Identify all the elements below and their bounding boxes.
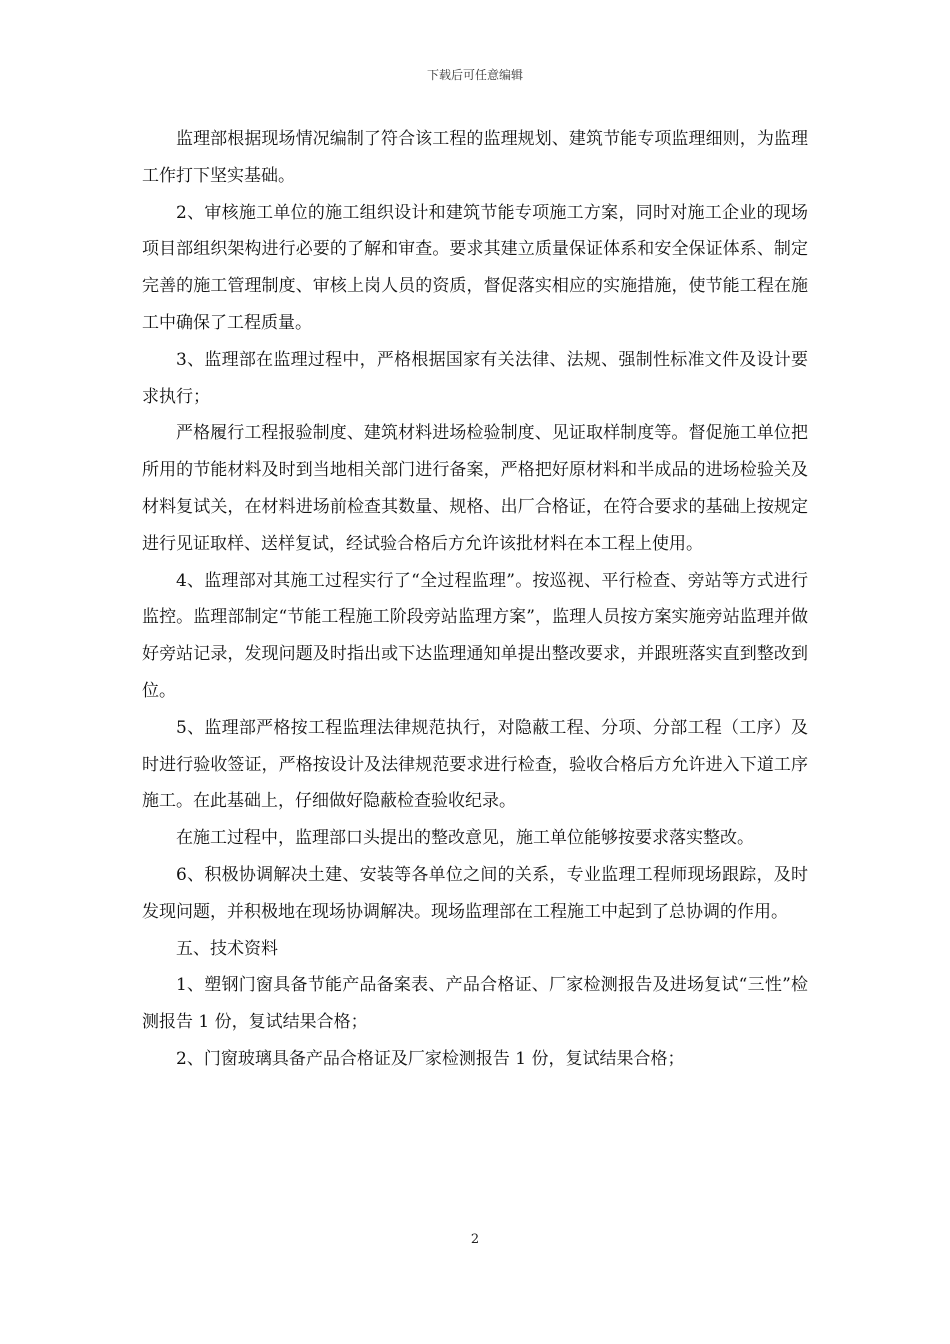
paragraph: 1、塑钢门窗具备节能产品备案表、产品合格证、厂家检测报告及进场复试“三性”检测报告 1 份，复试结果合格；: [142, 975, 808, 1033]
section-heading: 五、技术资料: [176, 938, 278, 959]
paragraph: 2、门窗玻璃具备产品合格证及厂家检测报告 1 份，复试结果合格；: [176, 1048, 685, 1069]
paragraph: 2、审核施工单位的施工组织设计和建筑节能专项施工方案，同时对施工企业的现场项目部组织架构进行必要的了解和审查。要求其建立质量保证体系和安全保证体系、制定完善的施工管理制度、审核上岗人员的资质，督促落实相应的实施措施，使节能工程在施工中确保了工程质量。: [142, 202, 808, 333]
page-header: 下载后可任意编辑: [426, 68, 523, 82]
paragraph: 5、监理部严格按工程监理法律规范执行，对隐蔽工程、分项、分部工程（工序）及时进行验收签证，严格按设计及法律规范要求进行检查，验收合格后方允许进入下道工序施工。在此基础上，仔细做好隐蔽检查验收纪录。: [142, 717, 808, 812]
paragraph: 严格履行工程报验制度、建筑材料进场检验制度、见证取样制度等。督促施工单位把所用的节能材料及时到当地相关部门进行备案，严格把好原材料和半成品的进场检验关及材料复试关，在材料进场前检查其数量、规格、出厂合格证，在符合要求的基础上按规定进行见证取样、送样复试，经试验合格后方允许该批材料在本工程上使用。: [142, 423, 808, 554]
paragraph: 4、监理部对其施工过程实行了“全过程监理”。按巡视、平行检查、旁站等方式进行监控。监理部制定“节能工程施工阶段旁站监理方案”，监理人员按方案实施旁站监理并做好旁站记录，发现问题及时指出或下达监理通知单提出整改要求，并跟班落实直到整改到位。: [142, 570, 808, 701]
paragraph: 监理部根据现场情况编制了符合该工程的监理规划、建筑节能专项监理细则，为监理工作打下坚实基础。: [142, 129, 808, 186]
document-body: [142, 121, 808, 1078]
paragraph: 6、积极协调解决土建、安装等各单位之间的关系，专业监理工程师现场跟踪，及时发现问题，并积极地在现场协调解决。现场监理部在工程施工中起到了总协调的作用。: [142, 864, 808, 922]
page-number: 2: [470, 1232, 480, 1247]
paragraph: 3、监理部在监理过程中，严格根据国家有关法律、法规、强制性标准文件及设计要求执行；: [142, 349, 808, 407]
paragraph: 在施工过程中，监理部口头提出的整改意见，施工单位能够按要求落实整改。: [176, 828, 754, 849]
